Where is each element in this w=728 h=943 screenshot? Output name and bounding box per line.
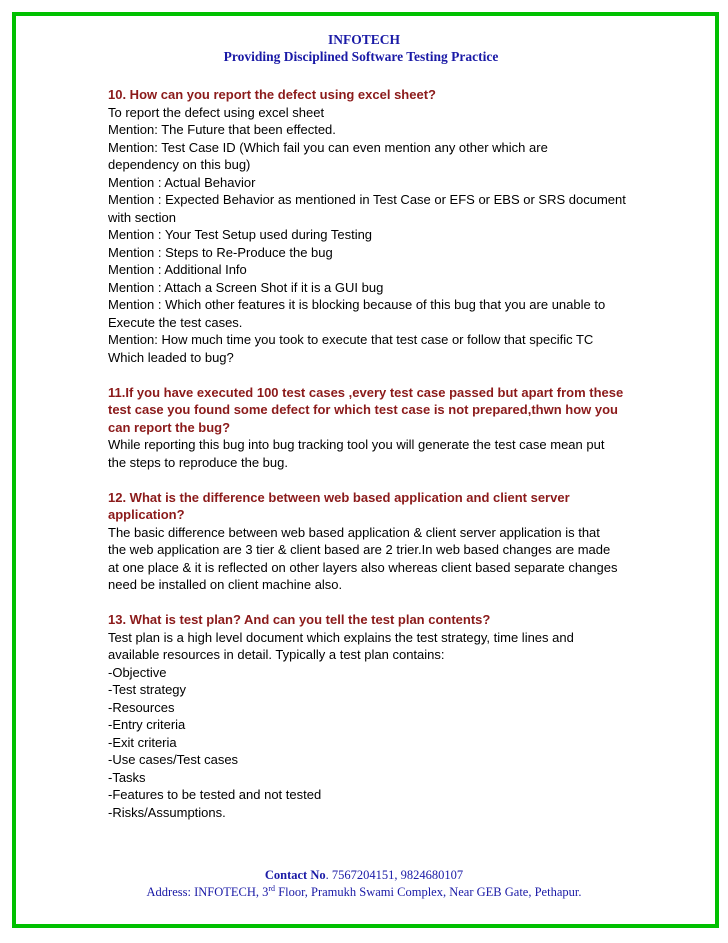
answer-line: -Test strategy [108, 682, 187, 697]
answer-line: -Risks/Assumptions. [108, 804, 226, 820]
org-tagline: Providing Disciplined Software Testing Practice [223, 49, 499, 64]
answer-line: dependency on this bug) [108, 157, 251, 172]
question-line: application? [108, 507, 185, 522]
question-line: test case you found some defect for which test case is not prepared,thwn how you [108, 402, 618, 417]
footer-address [0, 884, 728, 900]
answer-line: Execute the test cases. [108, 314, 243, 330]
answer-line: -Features to be tested and not tested [108, 787, 322, 802]
answer-line: -Resources [108, 699, 175, 715]
question-line: 12. What is the difference between web based application and client server [108, 489, 570, 505]
document-header [0, 31, 728, 65]
question-line: can report the bug? [108, 419, 231, 435]
answer-line: -Objective [108, 664, 167, 680]
answer-line: While reporting this bug into bug tracking tool you will generate the test case mean put [108, 437, 605, 452]
qa-section [108, 86, 628, 366]
answer-line: at one place & it is reflected on other layers also whereas client based separate changes [108, 559, 618, 575]
answer-line: available resources in detail. Typically a test plan contains: [108, 647, 445, 662]
qa-section [108, 384, 628, 472]
answer-line: Mention : Which other features it is blocking because of this bug that you are unable to [108, 297, 606, 312]
answer-line: Mention: The Future that been effected. [108, 122, 336, 137]
answer-line: with section [108, 209, 176, 225]
answer-line: the web application are 3 tier & client based are 2 trier.In web based changes are made [108, 542, 611, 557]
answer-line: Mention : Actual Behavior [108, 174, 256, 190]
address-prefix: Address: INFOTECH, 3 [146, 885, 269, 899]
footer-contact [0, 867, 728, 883]
answer-line: the steps to reproduce the bug. [108, 454, 288, 470]
qa-section [108, 489, 628, 594]
answer-line: -Tasks [108, 769, 146, 785]
answer-line: Mention : Steps to Re-Produce the bug [108, 244, 333, 260]
answer-line: The basic difference between web based application & client server application is that [108, 524, 600, 540]
answer-line: Mention: How much time you took to execute that test case or follow that specific TC [108, 332, 594, 347]
answer-line: Mention : Your Test Setup used during Testing [108, 227, 373, 242]
contact-label: Contact No [264, 868, 326, 882]
answer-line: Mention : Expected Behavior as mentioned in Test Case or EFS or EBS or SRS document [108, 192, 626, 207]
answer-line: To report the defect using excel sheet [108, 104, 325, 120]
qa-section [108, 611, 628, 821]
answer-line: Which leaded to bug? [108, 349, 234, 365]
answer-line: -Entry criteria [108, 717, 186, 732]
address-superscript: rd [268, 883, 276, 893]
answer-line: Mention: Test Case ID (Which fail you can even mention any other which are [108, 139, 548, 155]
address-suffix: Floor, Pramukh Swami Complex, Near GEB Gate, Pethapur. [275, 885, 582, 899]
contact-numbers: . 7567204151, 9824680107 [325, 868, 464, 882]
question-line: 13. What is test plan? And can you tell the test plan contents? [108, 612, 491, 627]
question-line: 11.If you have executed 100 test cases ,every test case passed but apart from these [108, 384, 624, 400]
answer-line: need be installed on client machine also. [108, 577, 343, 592]
org-name: INFOTECH [327, 32, 400, 47]
document-body [108, 86, 628, 839]
question-line: 10. How can you report the defect using excel sheet? [108, 87, 436, 102]
answer-line: Mention : Additional Info [108, 262, 247, 277]
answer-line: -Exit criteria [108, 734, 177, 750]
answer-line: Mention : Attach a Screen Shot if it is a GUI bug [108, 279, 384, 295]
answer-line: -Use cases/Test cases [108, 752, 239, 767]
answer-line: Test plan is a high level document which explains the test strategy, time lines and [108, 629, 574, 645]
